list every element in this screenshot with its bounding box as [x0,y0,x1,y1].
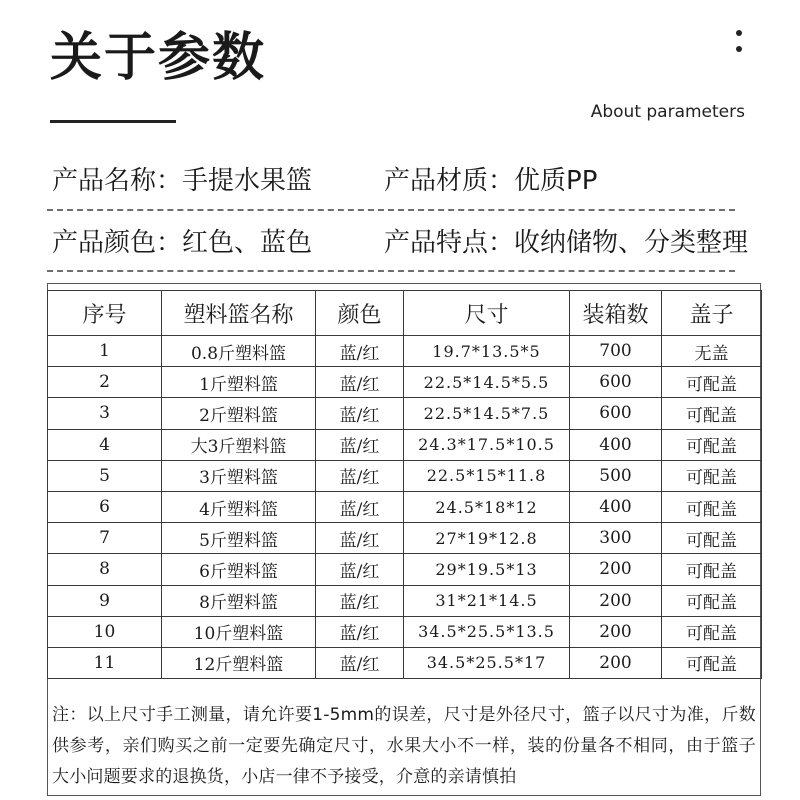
cell-name: 0.8斤塑料篮 [162,336,316,367]
product-material-value: 优质PP [514,166,598,196]
cell-size: 22.5*14.5*5.5 [404,367,570,398]
cell-name: 10斤塑料篮 [162,616,316,647]
product-color-value: 红色、蓝色 [182,228,313,258]
table-row [48,523,762,554]
more-options-icon[interactable] [736,30,744,60]
cell-index: 8 [48,554,162,585]
cell-index: 11 [48,647,162,678]
cell-lid: 可配盖 [662,398,762,429]
divider [47,209,735,211]
cell-color: 蓝/红 [316,491,404,522]
table-row [48,398,762,429]
cell-name: 6斤塑料篮 [162,554,316,585]
cell-box-quantity: 600 [570,398,662,429]
info-product-color [52,226,312,260]
table-row [48,585,762,616]
cell-index: 6 [48,491,162,522]
cell-color: 蓝/红 [316,429,404,460]
cell-size: 29*19.5*13 [404,554,570,585]
cell-index: 10 [48,616,162,647]
cell-name: 2斤塑料篮 [162,398,316,429]
cell-color: 蓝/红 [316,523,404,554]
cell-index: 1 [48,336,162,367]
cell-color: 蓝/红 [316,460,404,491]
cell-size: 24.3*17.5*10.5 [404,429,570,460]
header-name: 塑料篮名称 [162,291,316,336]
header-index: 序号 [48,291,162,336]
cell-lid: 可配盖 [662,523,762,554]
cell-lid: 可配盖 [662,585,762,616]
cell-box-quantity: 200 [570,554,662,585]
info-product-name [52,164,312,198]
product-material-label: 产品材质： [384,166,515,196]
cell-color: 蓝/红 [316,367,404,398]
cell-index: 2 [48,367,162,398]
cell-size: 34.5*25.5*13.5 [404,616,570,647]
table-row [48,554,762,585]
parameters-table [47,290,762,679]
dot-icon [736,30,742,36]
cell-box-quantity: 300 [570,523,662,554]
table-row [48,429,762,460]
cell-lid: 可配盖 [662,460,762,491]
cell-index: 4 [48,429,162,460]
cell-size: 27*19*12.8 [404,523,570,554]
cell-name: 大3斤塑料篮 [162,429,316,460]
cell-box-quantity: 600 [570,367,662,398]
page-subtitle: About parameters [590,102,745,122]
table-header-row [48,291,762,336]
table-row [48,491,762,522]
cell-index: 5 [48,460,162,491]
title-underline [50,120,176,123]
cell-index: 7 [48,523,162,554]
cell-lid: 可配盖 [662,429,762,460]
cell-name: 12斤塑料篮 [162,647,316,678]
cell-color: 蓝/红 [316,398,404,429]
cell-name: 3斤塑料篮 [162,460,316,491]
cell-box-quantity: 200 [570,616,662,647]
cell-color: 蓝/红 [316,554,404,585]
cell-name: 4斤塑料篮 [162,491,316,522]
cell-size: 19.7*13.5*5 [404,336,570,367]
product-feature-value: 收纳储物、分类整理 [514,228,749,258]
cell-lid: 可配盖 [662,616,762,647]
cell-size: 34.5*25.5*17 [404,647,570,678]
page-title: 关于参数 [50,28,267,88]
cell-box-quantity: 400 [570,491,662,522]
table-row [48,647,762,678]
cell-box-quantity: 200 [570,585,662,616]
cell-box-quantity: 400 [570,429,662,460]
cell-name: 5斤塑料篮 [162,523,316,554]
cell-color: 蓝/红 [316,647,404,678]
cell-size: 22.5*15*11.8 [404,460,570,491]
cell-name: 8斤塑料篮 [162,585,316,616]
cell-color: 蓝/红 [316,585,404,616]
header-size: 尺寸 [404,291,570,336]
note-text: 注：以上尺寸手工测量，请允许要1-5mm的误差，尺寸是外径尺寸，篮子以尺寸为准，斤数供参考，亲们购买之前一定要先确定尺寸，水果大小不一样，装的份量各不相同，由于篮子大小问题要求的退换货，小店一律不予接受，介意的亲请慎拍 [52,705,756,787]
table-row [48,460,762,491]
info-product-feature [384,226,748,260]
cell-lid: 无盖 [662,336,762,367]
dot-icon [736,46,742,52]
divider [47,270,735,272]
table-row [48,336,762,367]
cell-color: 蓝/红 [316,616,404,647]
cell-box-quantity: 200 [570,647,662,678]
header-color: 颜色 [316,291,404,336]
cell-index: 3 [48,398,162,429]
info-product-material [384,164,597,198]
cell-size: 31*21*14.5 [404,585,570,616]
header-lid: 盖子 [662,291,762,336]
cell-size: 24.5*18*12 [404,491,570,522]
product-feature-label: 产品特点： [384,228,515,258]
cell-lid: 可配盖 [662,491,762,522]
table-row [48,367,762,398]
product-name-label: 产品名称： [52,166,183,196]
cell-index: 9 [48,585,162,616]
cell-box-quantity: 700 [570,336,662,367]
product-name-value: 手提水果篮 [182,166,313,196]
header-box-quantity: 装箱数 [570,291,662,336]
cell-size: 22.5*14.5*7.5 [404,398,570,429]
product-color-label: 产品颜色： [52,228,183,258]
cell-lid: 可配盖 [662,647,762,678]
table-row [48,616,762,647]
cell-color: 蓝/红 [316,336,404,367]
cell-name: 1斤塑料篮 [162,367,316,398]
cell-lid: 可配盖 [662,367,762,398]
cell-lid: 可配盖 [662,554,762,585]
cell-box-quantity: 500 [570,460,662,491]
